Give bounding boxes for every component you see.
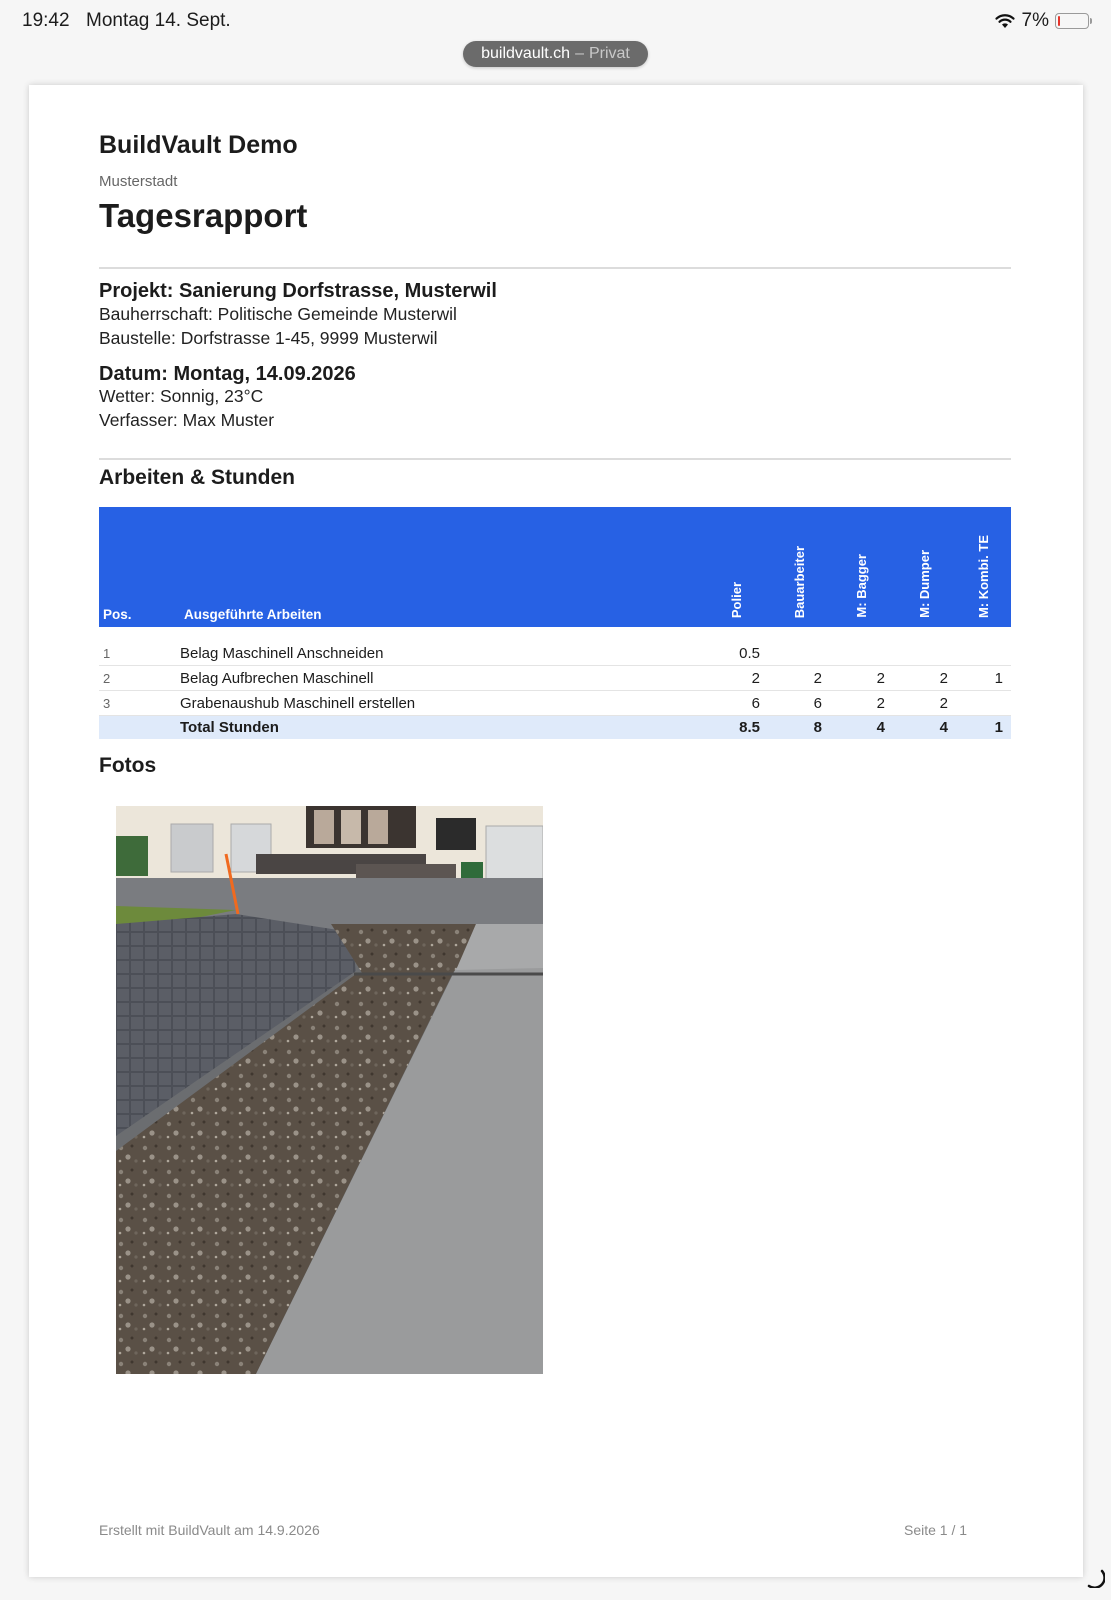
wifi-icon [994,13,1016,29]
col-header-work: Ausgeführte Arbeiten [180,507,704,627]
total-row [99,716,1011,740]
cell-work: Grabenaushub Maschinell erstellen [180,691,704,716]
total-dumper: 4 [893,716,956,740]
company-name: BuildVault Demo [99,131,298,159]
status-indicators [994,10,1089,32]
table-row [99,641,1011,666]
cell-kombi [956,691,1011,716]
cell-bagger: 2 [830,691,893,716]
loading-spinner-icon [1085,1568,1105,1588]
col-header-bagger: M: Bagger [830,507,893,627]
table-spacer [99,627,1011,641]
cell-kombi [956,641,1011,666]
cell-polier: 2 [704,666,768,691]
site-photo[interactable] [116,806,543,1374]
cell-dumper [893,641,956,666]
col-header-dumper: M: Dumper [893,507,956,627]
divider [99,267,1011,269]
status-date: Montag 14. Sept. [86,10,231,31]
status-bar [0,0,1111,44]
total-polier: 8.5 [704,716,768,740]
cell-pos: 2 [99,666,180,691]
table-header-row [99,507,1011,627]
cell-work: Belag Aufbrechen Maschinell [180,666,704,691]
table-row [99,691,1011,716]
footer-page-number: Seite 1 / 1 [904,1522,968,1538]
url-domain: buildvault.ch [481,45,571,62]
url-bar[interactable] [463,41,648,67]
battery-percent: 7% [1021,10,1049,31]
col-header-kombi: M: Kombi. TE [956,507,1011,627]
battery-level [1058,16,1060,26]
cell-bagger [830,641,893,666]
total-bauarbeiter: 8 [768,716,830,740]
cell-polier: 6 [704,691,768,716]
total-kombi: 1 [956,716,1011,740]
weather-line: Wetter: Sonnig, 23°C [99,386,264,406]
report-page [29,85,1083,1577]
cell-bauarbeiter: 2 [768,666,830,691]
cell-dumper: 2 [893,691,956,716]
author-line: Verfasser: Max Muster [99,410,275,430]
footer-created: Erstellt mit BuildVault am 14.9.2026 [99,1522,320,1538]
report-title: Tagesrapport [99,197,308,234]
work-section-title: Arbeiten & Stunden [99,466,296,489]
total-label: Total Stunden [180,716,704,740]
total-bagger: 4 [830,716,893,740]
company-city: Musterstadt [99,173,178,190]
private-mode-label: Privat [588,45,630,62]
cell-pos: 3 [99,691,180,716]
site-photo-image [116,806,543,1374]
url-separator: – [575,45,584,62]
table-row [99,666,1011,691]
cell-total-pos [99,716,180,740]
site-line: Baustelle: Dorfstrasse 1-45, 9999 Musterwil [99,328,438,348]
cell-pos: 1 [99,641,180,666]
cell-bauarbeiter [768,641,830,666]
project-title: Projekt: Sanierung Dorfstrasse, Musterwil [99,280,497,302]
battery-icon [1055,13,1089,29]
status-time: 19:42 [22,10,70,31]
client-line: Bauherrschaft: Politische Gemeinde Musterwil [99,304,457,324]
photos-section-title: Fotos [99,754,157,777]
report-date: Datum: Montag, 14.09.2026 [99,363,356,385]
cell-work: Belag Maschinell Anschneiden [180,641,704,666]
work-hours-table [99,507,1011,739]
col-header-polier: Polier [704,507,768,627]
cell-dumper: 2 [893,666,956,691]
col-header-bauarbeiter: Bauarbeiter [768,507,830,627]
col-header-pos: Pos. [99,507,180,627]
cell-kombi: 1 [956,666,1011,691]
cell-bauarbeiter: 6 [768,691,830,716]
divider [99,458,1011,460]
cell-polier: 0.5 [704,641,768,666]
cell-bagger: 2 [830,666,893,691]
